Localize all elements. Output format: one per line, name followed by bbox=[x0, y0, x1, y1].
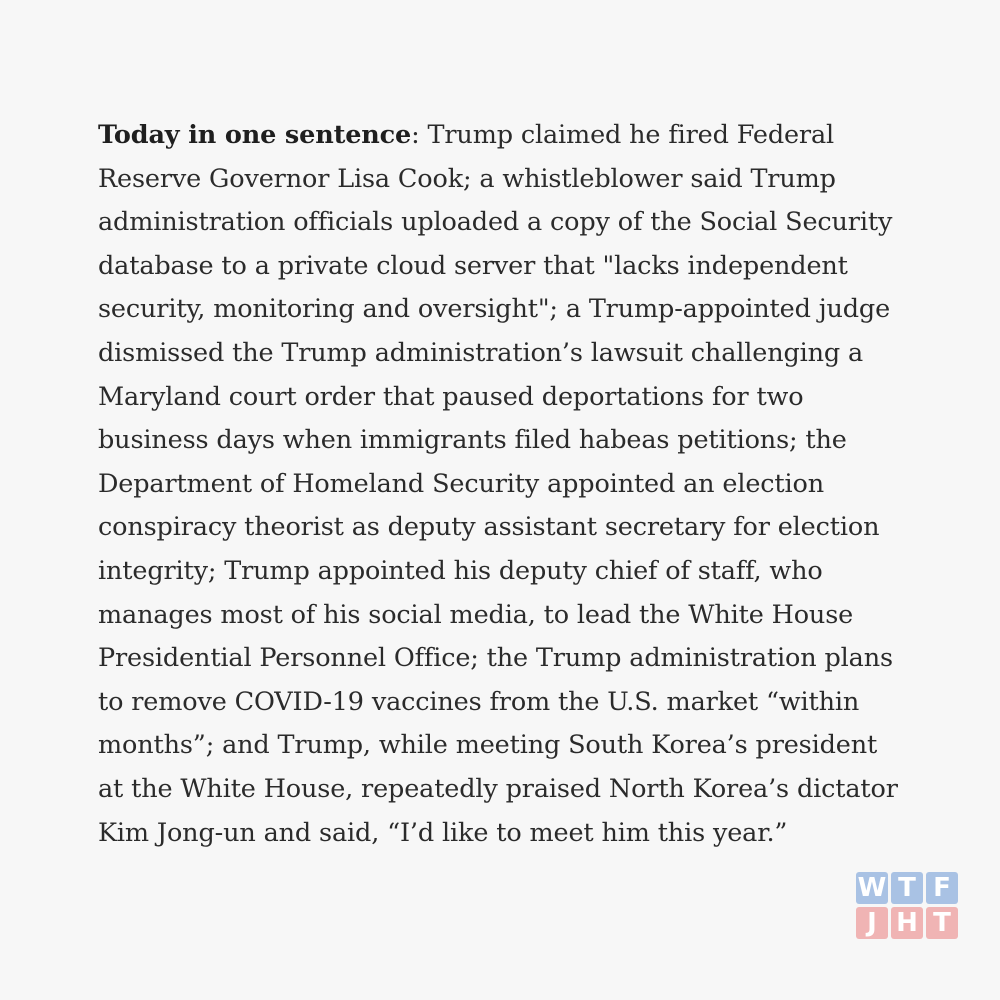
logo-tile-t2: T bbox=[926, 907, 958, 939]
logo-tile-h: H bbox=[891, 907, 923, 939]
article-paragraph bbox=[98, 114, 908, 855]
article-body: Trump claimed he fired Federal Reserve Governor Lisa Cook; a whistleblower said Trump administration officials uploaded a copy of the Social Security database to a private cloud server that "lacks independent security, monitoring and oversight"; a Trump-appointed judge dismissed the Trump administration’s lawsuit challenging a Maryland court order that paused deportations for two business days when immigrants filed habeas petitions; the Department of Homeland Security appointed an election conspiracy theorist as deputy assistant secretary for election integrity; Trump appointed his deputy chief of staff, who manages most of his social media, to lead the White House Presidential Personnel Office; the Trump administration plans to remove COVID-19 vaccines from the U.S. market “within months”; and Trump, while meeting South Korea’s president at the White House, repeatedly praised North Korea’s dictator Kim Jong-un and said, “I’d like to meet him this year.” bbox=[98, 120, 898, 848]
logo-tile-f: F bbox=[926, 872, 958, 904]
lead-label: Today in one sentence bbox=[98, 120, 412, 150]
logo-tile-t: T bbox=[891, 872, 923, 904]
lead-separator: : bbox=[411, 120, 420, 150]
article-text bbox=[98, 114, 908, 855]
logo-tile-w: W bbox=[857, 873, 887, 903]
logo-tile-j: J bbox=[856, 907, 888, 939]
wtf-jht-logo bbox=[856, 872, 958, 940]
